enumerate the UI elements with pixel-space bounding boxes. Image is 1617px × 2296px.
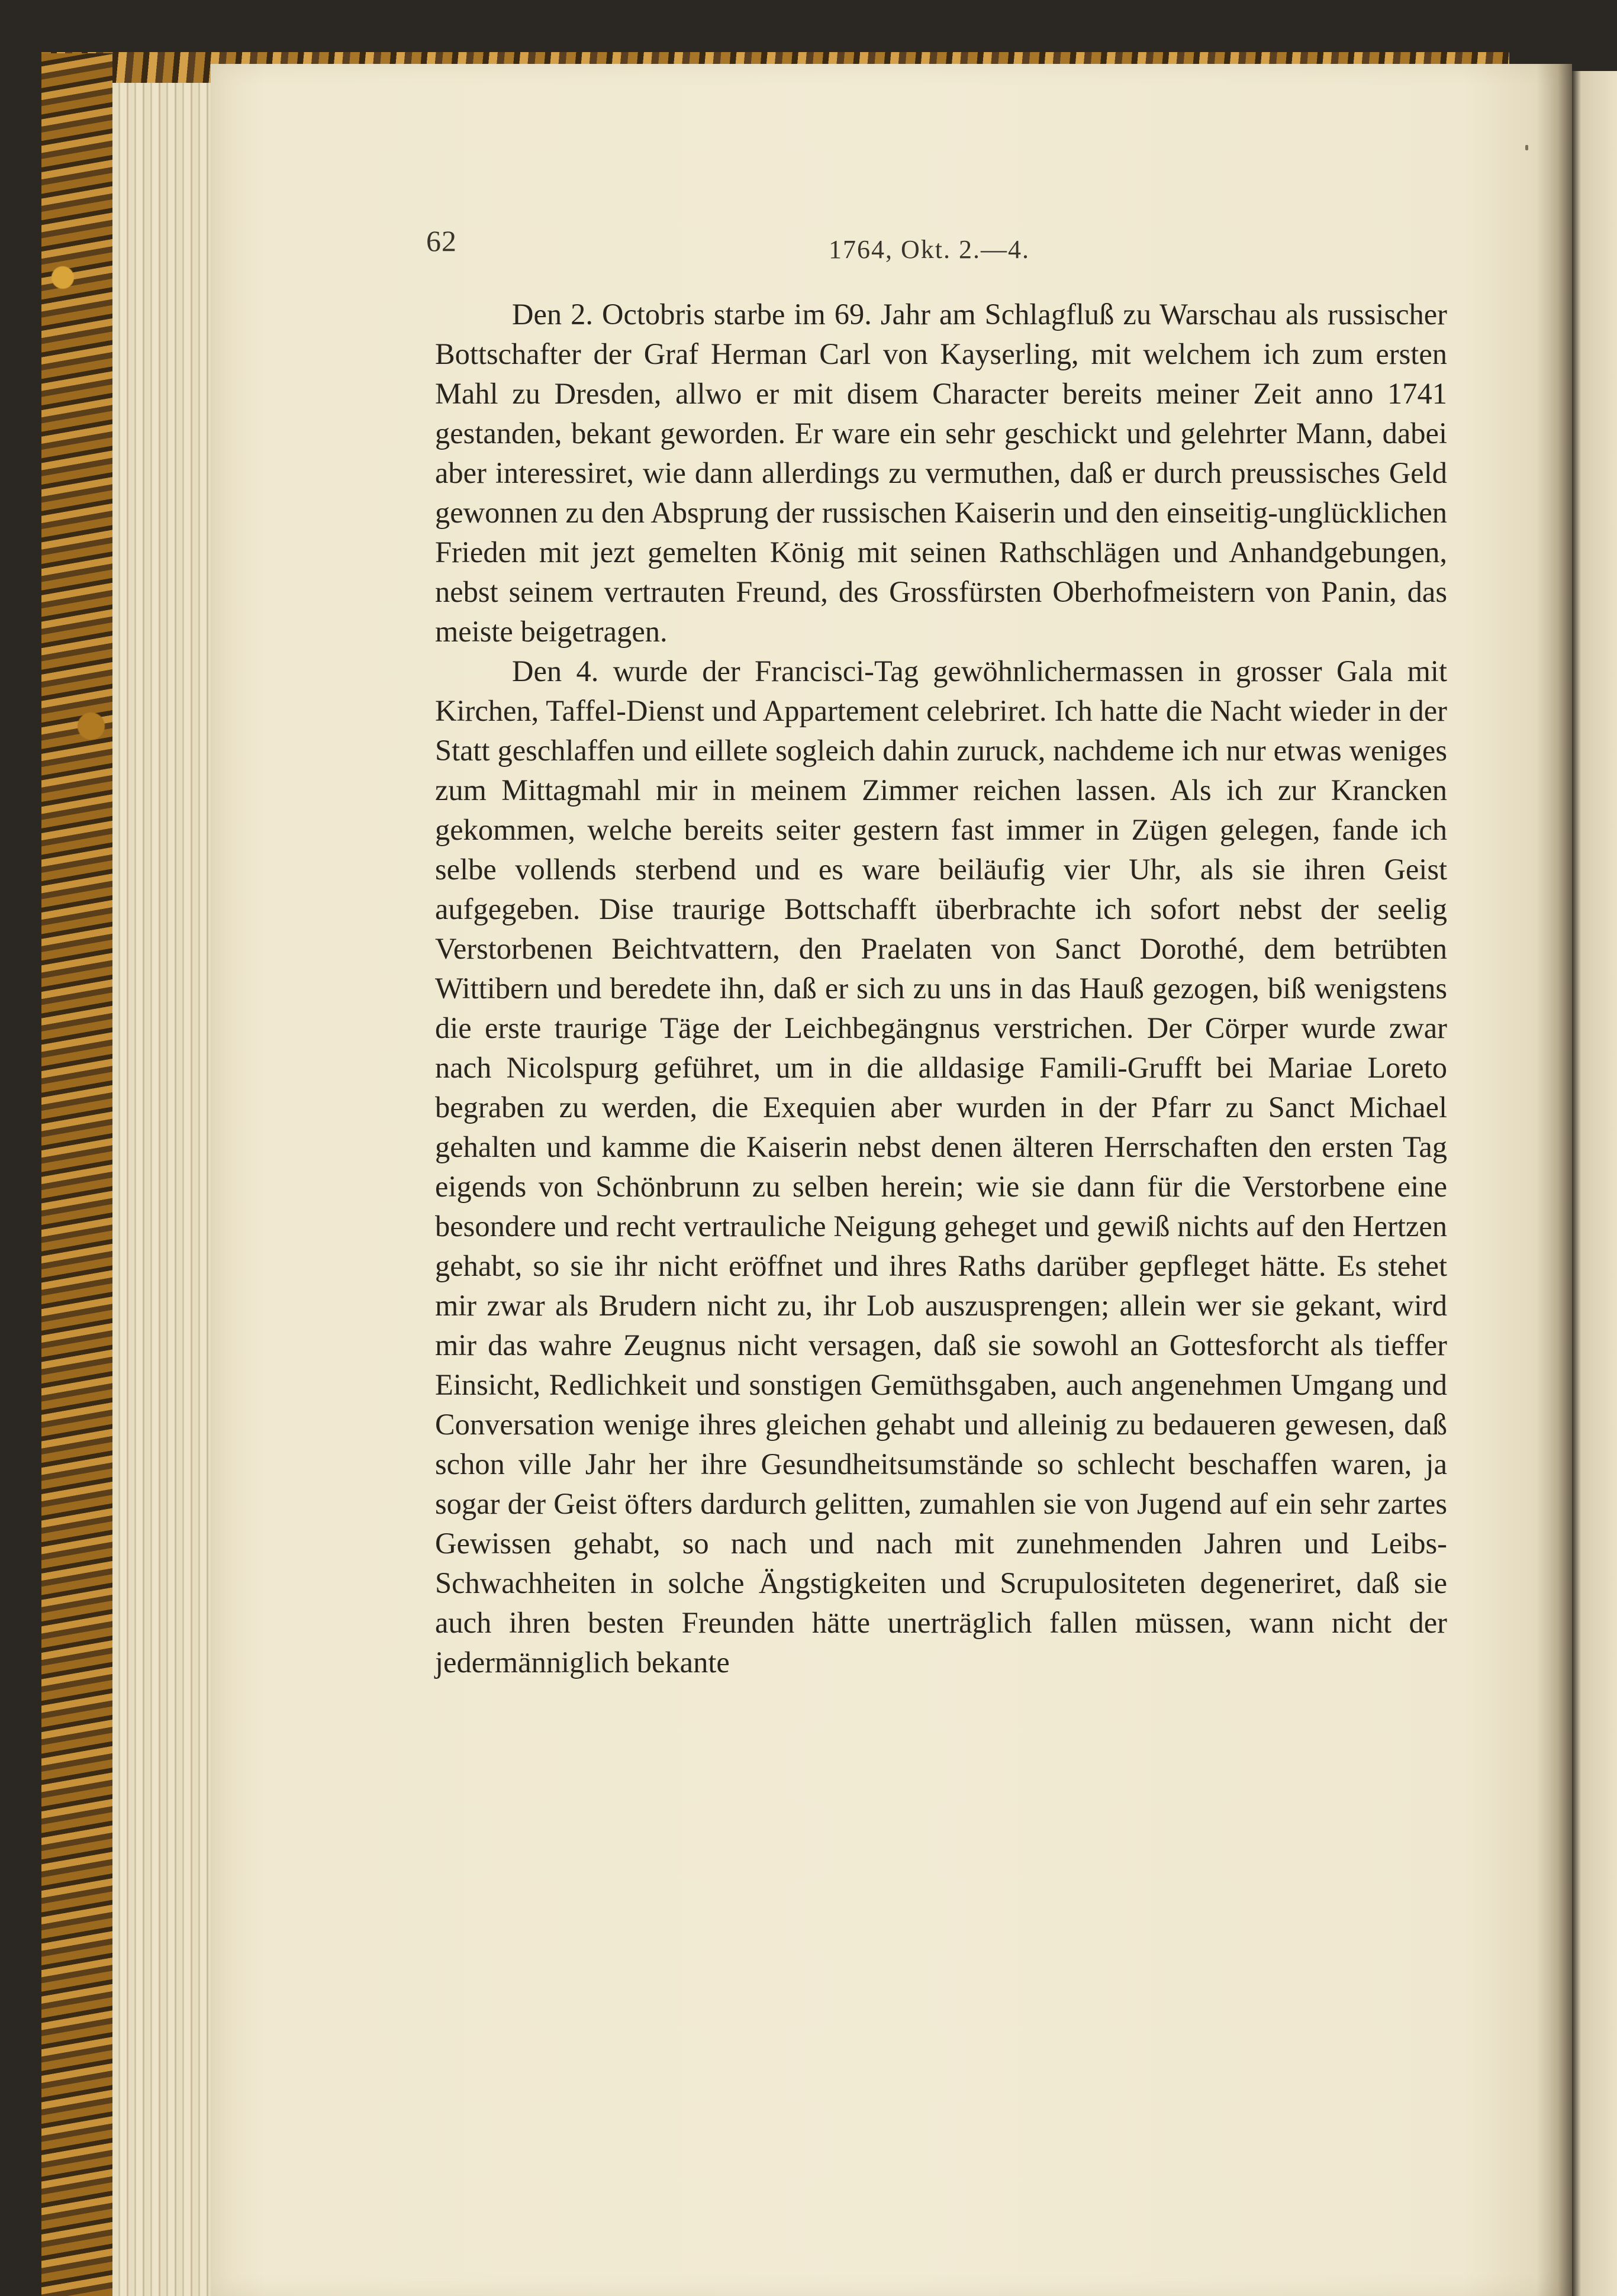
marbled-cover-board [41, 53, 112, 2296]
paragraph-1: Den 2. Octobris starbe im 69. Jahr am Schlagfluß zu Warschau als russischer Bottschafter der Graf Herman Carl von Kayserling, mit welchem ich zum ersten Mahl zu Dresden, allwo er mit disem Character bereits meiner Zeit anno 1741 gestanden, bekant geworden. Er ware ein sehr geschickt und gelehrter Mann, dabei aber interessiret, wie dann allerdings zu vermuthen, daß er durch preussisches Geld gewonnen zu den Absprung der russischen Kaiserin und den einseitig-unglücklichen Frieden mit jezt gemelten König mit seinen Rathschlägen und Anhandgebungen, nebst seinem vertrauten Freund, des Grossfürsten Oberhofmeistern von Panin, das meiste beigetragen. [435, 298, 1447, 648]
page-number: 62 [426, 224, 457, 257]
adjacent-page-edge [1572, 71, 1617, 2296]
page-edges [112, 83, 219, 2296]
page-header [426, 224, 1462, 271]
body-text [435, 295, 1447, 1682]
paragraph-2: Den 4. wurde der Francisci-Tag gewöhnlichermassen in grosser Gala mit Kirchen, Taffel-Dienst und Appartement celebriret. Ich hatte die Nacht wieder in der Statt geschlaffen und eillete sogleich dahin zuruck, nachdeme ich nur etwas weniges zum Mittagmahl mir in meinem Zimmer reichen lassen. Als ich zur Krancken gekommen, welche bereits seiter gestern fast immer in Zügen gelegen, fande ich selbe vollends sterbend und es ware beiläufig vier Uhr, als sie ihren Geist aufgegeben. Dise traurige Bottschafft überbrachte ich sofort nebst der seelig Verstorbenen Beichtvattern, den Praelaten von Sanct Dorothé, dem betrübten Wittibern und beredete ihn, daß er sich zu uns in das Hauß gezogen, biß wenigstens die erste traurige Täge der Leichbegängnus verstrichen. Der Cörper wurde zwar nach Nicolspurg geführet, um in die alldasige Famili-Grufft bei Mariae Loreto begraben zu werden, die Exequien aber wurden in der Pfarr zu Sanct Michael gehalten und kamme die Kaiserin nebst denen älteren Herrschaften den ersten Tag eigends von Schönbrunn zu selben herein; wie sie dann für die Verstorbene eine besondere und recht vertrauliche Neigung geheget und gewiß nichts auf den Hertzen gehabt, so sie ihr nicht eröffnet und ihres Raths darüber gepfleget hätte. Es stehet mir zwar als Brudern nicht zu, ihr Lob auszusprengen; allein wer sie gekant, wird mir das wahre Zeugnus nicht versagen, daß sie sowohl an Gottesforcht als tieffer Einsicht, Redlichkeit und sonstigen Gemüthsgaben, auch angenehmen Umgang und Conversation wenige ihres gleichen gehabt und alleinig zu bedaueren gewesen, daß schon ville Jahr her ihre Gesundheitsumstände so schlecht beschaffen waren, ja sogar der Geist öfters dardurch gelitten, zumahlen sie von Jugend auf ein sehr zartes Gewissen gehabt, so nach und nach mit zunehmenden Jahren und Leibs-Schwachheiten in solche Ängstigkeiten und Scrupulositeten degeneriret, daß sie auch ihren besten Freunden hätte unerträglich fallen müssen, wann nicht der jedermänniglich bekante [435, 654, 1447, 1679]
page-mark [1525, 145, 1528, 150]
running-head: 1764, Okt. 2.—4. [829, 235, 1030, 264]
gutter-shadow [1537, 64, 1572, 2296]
